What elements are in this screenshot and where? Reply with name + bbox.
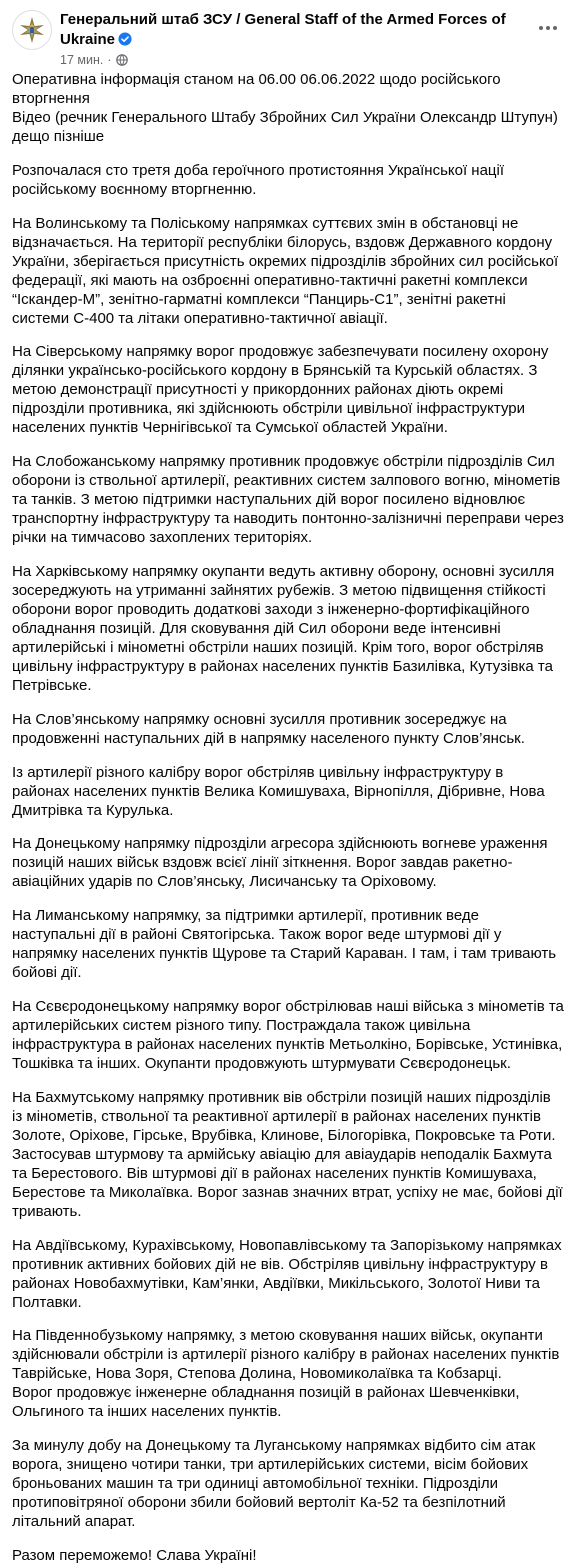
post-meta <box>60 10 530 69</box>
post-paragraph <box>12 70 564 146</box>
verified-badge-icon <box>118 32 132 46</box>
paragraph-line: На Сіверському напрямку ворог продовжує забезпечувати посилену охорону ділянки українсько-російського кордону в Брянській та Курській областях. З метою демонстрації присутності у прикордонних районах діють окремі підрозділи противника, які здійснюють обстріли цивільної інфраструктури населених пунктів Чернігівської та Сумської областей України. <box>12 343 549 437</box>
post-paragraph <box>12 997 564 1073</box>
post-paragraph <box>12 710 564 748</box>
post-paragraph <box>12 562 564 695</box>
paragraph-line: Із артилерії різного калібру ворог обстріляв цивільну інфраструктуру в районах населених пунктів Велика Комишуваха, Вірнопілля, Дібривне, Нова Дмитрівка та Курулька. <box>12 763 545 819</box>
page-name-row <box>60 10 530 50</box>
paragraph-line: На Бахмутському напрямку противник вів обстріли позицій наших підрозділів із мінометів, ствольної та реактивної артилерії в районах населених пунктів Золоте, Оріхове, Гірське, Врубівка, Клинове, Білогорівка, Покровське та Роти. Застосував штурмову та армійську авіацію для авіаударів неподалік Бахмута та Берестового. Вів штурмові дії в районах населених пунктів Комишуваха, Берестове та Миколаївка. Ворог зазнав значних втрат, успіху не має, бойові дії тривають. <box>12 1088 563 1220</box>
paragraph-line: На Лиманському напрямку, за підтримки артилерії, противник веде наступальні дії в районі Святогірська. Також ворог веде штурмові дії у напрямку населених пунктів Щурове та Старий Караван. І там, і там тривають бойові дії. <box>12 907 557 982</box>
paragraph-line: Ворог продовжує інженерне обладнання позицій в районах Шевченківки, Ольгиного та інших населених пунктів. <box>12 1384 520 1421</box>
post-time-row <box>60 51 530 69</box>
paragraph-line: Оперативна інформація станом на 06.00 06.06.2022 щодо російського вторгнення <box>12 71 501 107</box>
globe-icon <box>116 54 128 66</box>
post-paragraph <box>12 906 564 982</box>
post-paragraph <box>12 1326 564 1421</box>
post-paragraph <box>12 452 564 547</box>
post-paragraph <box>12 214 564 328</box>
post-paragraph <box>12 161 564 199</box>
paragraph-line: Відео (речник Генерального Штабу Збройних Сил України Олександр Штупун) дещо пізніше <box>12 109 558 145</box>
paragraph-line: На Авдіївському, Курахівському, Новопавлівському та Запорізькому напрямках противник активних бойових дій не вів. Обстріляв цивільну інфраструктуру в районах Новобахмутівки, Кам’янки, Авдіївки, Микільського, Золотої Ниви та Полтавки. <box>12 1236 562 1311</box>
paragraph-line: На Південнобузькому напрямку, з метою сковування наших військ, окупанти здійснювали обстріли із артилерії різного калібру в районах населених пунктів Таврійське, Нова Зоря, Степова Долина, Новомиколаївка та Кобзарці. <box>12 1327 560 1383</box>
paragraph-line: На Слобожанському напрямку противник продовжує обстріли підрозділів Сил оборони із ствольної артилерії, реактивних систем залпового вогню, мінометів та танків. З метою підтримки наступальних дій ворог посилено відновлює транспортну інфраструктуру та наводить понтонно-залізничні переправи через річки на тимчасово захоплених територіях. <box>12 453 564 547</box>
more-options-button[interactable] <box>530 10 566 46</box>
separator-dot: · <box>107 53 112 67</box>
paragraph-line: Розпочалася сто третя доба героїчного протистояння Української нації російському воєнному вторгненню. <box>12 161 505 198</box>
post-paragraph <box>12 1236 564 1312</box>
post-paragraph <box>12 1088 564 1221</box>
post-header <box>0 0 576 70</box>
paragraph-line: Разом переможемо! Слава Україні! <box>12 1546 257 1564</box>
paragraph-line: На Слов’янському напрямку основні зусилля противник зосереджує на продовженні наступальних дій в напрямку населеного пункту Слов’янськ. <box>12 710 525 747</box>
page-name[interactable]: Генеральний штаб ЗСУ / General Staff of the Armed Forces of Ukraine <box>60 11 506 48</box>
page-avatar[interactable] <box>12 10 52 50</box>
post-paragraph <box>12 342 564 437</box>
paragraph-line: На Сєвєродонецькому напрямку ворог обстрілював наші війська з мінометів та артилерійських систем різного типу. Постраждала також цивільна інфраструктура в районах населених пунктів Метьолкіно, Борівське, Устинівка, Тошківка та інших. Окупанти продовжують штурмувати Сєвєродонецьк. <box>12 997 564 1072</box>
ellipsis-icon <box>538 25 558 31</box>
paragraph-line: За минулу добу на Донецькому та Луганському напрямках відбито сім атак ворога, знищено чотири танки, три артилерійських системи, вісім бойових броньованих машин та три одиниці автомобільної техніки. Підрозділи протиповітряної оборони збили бойовий вертоліт Ка-52 та безпілотний літальний апарат. <box>12 1437 536 1531</box>
armed-forces-emblem-icon <box>15 13 49 47</box>
post-paragraph <box>12 1436 564 1531</box>
post-paragraph <box>12 1546 564 1565</box>
post-timestamp[interactable]: 17 мин. <box>60 53 104 67</box>
post-paragraph <box>12 834 564 891</box>
paragraph-line: На Волинському та Поліському напрямках суттєвих змін в обстановці не відзначається. На території республіки білорусь, вздовж Державного кордону України, зберігається присутність окремих підрозділів збройних сил російської федерації, які мають на озброєнні оперативно-тактичні ракетні комплекси “Іскандер-М”, зенітно-гарматні комплекси “Панцирь-С1”, зенітні ракетні системи С-400 та літаки оперативно-тактичної авіації. <box>12 214 559 327</box>
paragraph-line: На Донецькому напрямку підрозділи агресора здійснюють вогневе ураження позицій наших військ вздовж всієї лінії зіткнення. Ворог завдав ракетно-авіаційних ударів по Слов’янську, Лисичанську та Оріховому. <box>12 835 548 891</box>
post-body <box>0 70 576 1565</box>
post-paragraph <box>12 763 564 820</box>
paragraph-line: На Харківському напрямку окупанти ведуть активну оборону, основні зусилля зосереджують на утриманні зайнятих рубежів. З метою підвищення стійкості оборони ворог проводить додаткові заходи з інженерно-фортифікаційного обладнання позицій. Для сковування дій Сил оборони веде інтенсивні артилерійські і мінометні обстріли наших позицій. Крім того, ворог обстріляв цивільну інфраструктуру в районах населених пунктів Базилівка, Кутузівка та Петрівське. <box>12 562 555 694</box>
